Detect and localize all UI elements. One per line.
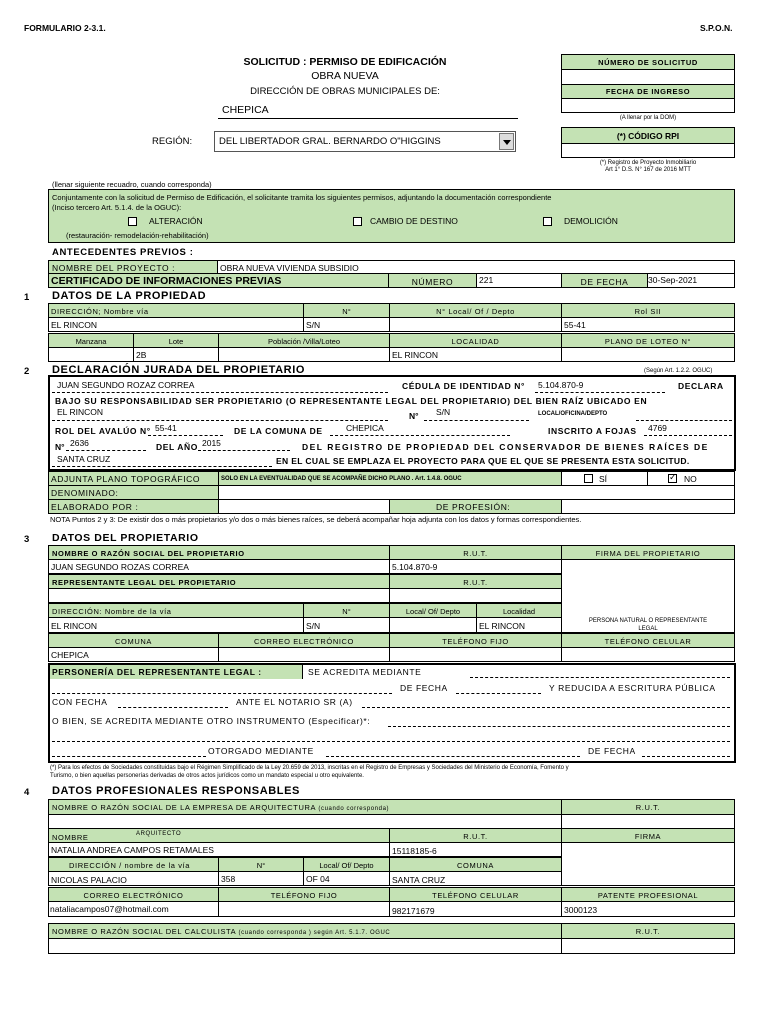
cip-fecha-field[interactable]: 30-Sep-2021	[647, 273, 735, 288]
s1-h-rol: Rol SII	[561, 303, 735, 318]
restauracion-label: (restauración- remodelación-rehabilitación)	[66, 231, 209, 240]
s2-comuna-value: CHEPICA	[346, 423, 384, 433]
numero-solicitud-field[interactable]	[561, 69, 735, 85]
s3-h-firma: FIRMA DEL PROPIETARIO	[561, 545, 735, 560]
section-3-title: DATOS DEL PROPIETARIO	[52, 532, 199, 544]
codigo-rpi-header: (*) CÓDIGO RPI	[561, 127, 735, 144]
nota-puntos: NOTA Puntos 2 y 3: De existir dos o más propietarios y/o dos o más bienes raíces, se deberá acompañar hoja adjunta con los datos y formas correspondientes.	[50, 515, 582, 524]
section-4-title: DATOS PROFESIONALES RESPONSABLES	[52, 785, 300, 797]
s1-localidad[interactable]: EL RINCON	[389, 347, 562, 362]
s2-owner: JUAN SEGUNDO ROZAZ CORREA	[57, 380, 195, 390]
s2-conservador: SANTA CRUZ	[57, 454, 111, 464]
s2-street: EL RINCON	[57, 407, 103, 417]
s3-h-nombre: NOMBRE O RAZÓN SOCIAL DEL PROPIETARIO	[48, 545, 390, 560]
s4-h-correo: CORREO ELECTRÓNICO	[48, 887, 219, 902]
s1-direccion[interactable]: EL RINCON	[48, 317, 304, 332]
s1-plano[interactable]	[561, 347, 735, 362]
s4-h-nombre: NOMBRE ARQUITECTO	[48, 828, 390, 843]
s3-h-correo: CORREO ELECTRÓNICO	[218, 633, 390, 648]
section-2-title: DECLARACIÓN JURADA DEL PROPIETARIO	[52, 364, 306, 376]
s1-h-localidad: LOCALIDAD	[389, 333, 562, 348]
s4-h-rut: R.U.T.	[561, 799, 735, 815]
alteracion-checkbox[interactable]	[128, 217, 137, 226]
s4-fijo[interactable]	[218, 901, 390, 917]
cambio-destino-label: CAMBIO DE DESTINO	[370, 216, 458, 226]
s1-h-poblacion: Población /Villa/Loteo	[218, 333, 390, 348]
dom-label: DIRECCIÓN DE OBRAS MUNICIPALES DE:	[250, 86, 440, 97]
numero-solicitud-header: NÚMERO DE SOLICITUD	[561, 54, 735, 70]
s4-h-patente: PATENTE PROFESIONAL	[561, 887, 735, 902]
s3-h-rep-rut: R.U.T.	[389, 574, 562, 589]
footnote-1: (*) Para los efectos de Sociedades constituidas bajo el Régimen Simplificado de la Ley 20.659 de 2013, inscritas en el Registro de Empresas y Sociedades del Ministerio de Economía, Fomento y	[50, 765, 569, 771]
s4-correo[interactable]: nataliacampos07@hotmail.com	[48, 901, 219, 917]
s2-n-value: S/N	[436, 407, 451, 417]
s1-h-lote: Lote	[133, 333, 219, 348]
codigo-rpi-field[interactable]	[561, 143, 735, 158]
s2-line2: BAJO SU RESPONSABILIDAD SER PROPIETARIO (O REPRESENTANTE LEGAL DEL PROPIETARIO) DEL BIEN RAÍZ UBICADO EN	[55, 396, 648, 406]
con-fecha-label: CON FECHA	[52, 697, 108, 707]
s4-nombre[interactable]: NATALIA ANDREA CAMPOS RETAMALES	[48, 842, 390, 857]
s4-h-comuna: COMUNA	[389, 857, 562, 872]
s3-nombre[interactable]: JUAN SEGUNDO ROZAS CORREA	[48, 559, 390, 574]
denominado-label: DENOMINADO:	[48, 485, 219, 500]
s3-localidad[interactable]: EL RINCON	[476, 617, 562, 633]
profesion-field[interactable]	[561, 499, 735, 514]
s4-cel[interactable]: 982171679	[389, 901, 562, 917]
plano-label: ADJUNTA PLANO TOPOGRÁFICO	[48, 471, 219, 486]
s4-calculista[interactable]	[48, 938, 562, 954]
rpi-note: (*) Registro de Proyecto Inmobiliario	[599, 160, 697, 166]
s2-local-label: LOCAL/OFICINA/DEPTO	[538, 411, 608, 417]
s1-h-local: N° Local/ Of / Depto	[389, 303, 562, 318]
s4-firma-field[interactable]	[561, 842, 735, 886]
s4-rut[interactable]: 15118185-6	[389, 842, 562, 857]
s2-comuna-label: DE LA COMUNA DE	[234, 426, 323, 436]
cip-label: CERTIFICADO DE INFORMACIONES PREVIAS	[48, 273, 389, 288]
s4-h-fijo: TELÉFONO FIJO	[218, 887, 390, 902]
s2-fojas-label: INSCRITO A FOJAS	[548, 426, 637, 436]
cip-fecha-label: DE FECHA	[561, 273, 648, 288]
s3-h-dir: DIRECCIÓN: Nombre de la vía	[48, 603, 304, 618]
form-subtitle: OBRA NUEVA	[311, 70, 379, 82]
permits-text-2: (Inciso tercero Art. 5.1.4. de la OGUC):	[52, 203, 182, 212]
denominado-field[interactable]	[218, 485, 735, 500]
plano-no-label: NO	[684, 474, 697, 484]
s3-firma-field[interactable]	[561, 559, 735, 633]
permits-box	[48, 189, 735, 243]
s4-h-calc-rut: R.U.T.	[561, 923, 735, 939]
s4-h-local: Local/ Of/ Depto	[303, 857, 390, 872]
s2-n2-value: 2636	[70, 438, 89, 448]
plano-si-cell	[561, 471, 648, 486]
s4-comuna[interactable]: SANTA CRUZ	[389, 871, 562, 886]
s2-registro: DEL REGISTRO DE PROPIEDAD DEL CONSERVADOR DE BIENES RAÍCES DE	[302, 442, 709, 452]
s3-rep-rut[interactable]	[389, 588, 562, 603]
nombre-proyecto-label: NOMBRE DEL PROYECTO :	[48, 260, 218, 274]
acredita-label: SE ACREDITA MEDIANTE	[308, 667, 422, 677]
s4-dir[interactable]: NICOLAS PALACIO	[48, 871, 219, 886]
elaborado-label: ELABORADO POR :	[48, 499, 219, 514]
s4-calc-rut[interactable]	[561, 938, 735, 954]
s1-n[interactable]: S/N	[303, 317, 390, 332]
section-4-number: 4	[24, 787, 30, 798]
s4-h-calculista: NOMBRE O RAZÓN SOCIAL DEL CALCULISTA (cuando corresponda ) según Art. 5.1.7. OGUC	[48, 923, 562, 939]
region-value: DEL LIBERTADOR GRAL. BERNARDO O"HIGGINS	[219, 136, 441, 147]
firma-note: PERSONA NATURAL O REPRESENTANTE	[588, 618, 708, 624]
form-title: SOLICITUD : PERMISO DE EDIFICACIÓN	[243, 56, 447, 68]
s2-rol-value: 55-41	[155, 423, 177, 433]
footnote-2: Turismo, o bien aquellas personerías derivadas de otros actos jurídicos como un mandato especial u otro equivalente.	[50, 773, 364, 779]
plano-si-checkbox[interactable]	[584, 474, 593, 483]
fecha-ingreso-header: FECHA DE INGRESO	[561, 84, 735, 99]
s4-h-n: N°	[218, 857, 304, 872]
s2-n2-label: N°	[55, 442, 65, 452]
s4-local[interactable]: OF 04	[303, 871, 390, 886]
s4-h-firma: FIRMA	[561, 828, 735, 843]
profesion-label: DE PROFESIÓN:	[389, 499, 562, 514]
section-1-number: 1	[24, 292, 30, 303]
s4-patente[interactable]: 3000123	[561, 901, 735, 917]
s4-empresa[interactable]	[48, 814, 562, 829]
cip-numero-field[interactable]: 221	[476, 273, 562, 288]
s3-h-comuna: COMUNA	[48, 633, 219, 648]
cip-numero-label: NÚMERO	[388, 273, 477, 288]
demolicion-checkbox[interactable]	[543, 217, 552, 226]
s1-manzana[interactable]	[48, 347, 134, 362]
s2-emplaza: EN EL CUAL SE EMPLAZA EL PROYECTO PARA QUE EL QUE SE PRESENTA ESTA SOLICITUD.	[276, 456, 690, 466]
s3-local[interactable]	[389, 617, 477, 633]
s1-h-direccion: DIRECCIÓN; Nombre vía	[48, 303, 304, 318]
s2-ref: (Según Art. 1.2.2. OGUC)	[644, 368, 713, 374]
rpi-note-2: Art 1° D.S. N° 167 de 2016 MTT	[605, 167, 691, 173]
s4-h-rut2: R.U.T.	[389, 828, 562, 843]
s1-rol[interactable]: 55-41	[561, 317, 735, 332]
s2-rol-label: ROL DEL AVALÚO N°	[55, 426, 151, 436]
s2-n-label: N°	[409, 411, 419, 421]
s1-local[interactable]	[389, 317, 562, 332]
s3-h-n: N°	[303, 603, 390, 618]
nombre-proyecto-field[interactable]: OBRA NUEVA VIVIENDA SUBSIDIO	[217, 260, 735, 274]
s1-h-manzana: Manzana	[48, 333, 134, 348]
s3-h-fijo: TELÉFONO FIJO	[389, 633, 562, 648]
s4-h-dir: DIRECCIÓN / nombre de la vía	[48, 857, 219, 872]
s3-celular[interactable]	[561, 647, 735, 662]
de-fecha-label: DE FECHA	[400, 683, 448, 693]
plano-no-checkbox[interactable]	[668, 474, 677, 483]
check-icon: ✓	[669, 472, 677, 482]
demolicion-label: DEMOLICIÓN	[564, 216, 618, 226]
plano-no-cell	[647, 471, 735, 486]
permits-note: (llenar siguiente recuadro, cuando corresponda)	[52, 180, 212, 189]
otro-instrumento-label: O BIEN, SE ACREDITA MEDIANTE OTRO INSTRUMENTO (Especificar)*:	[52, 716, 371, 726]
firma-note-2: LEGAL	[638, 626, 658, 632]
antecedentes-title: ANTECEDENTES PREVIOS :	[52, 247, 194, 258]
s3-rut[interactable]: 5.104.870-9	[389, 559, 562, 574]
dom-note: (A llenar por la DOM)	[619, 115, 677, 121]
s1-h-plano: PLANO DE LOTEO N°	[561, 333, 735, 348]
cambio-destino-checkbox[interactable]	[353, 217, 362, 226]
s2-anio-label: DEL AÑO	[156, 442, 198, 452]
s2-cedula: 5.104.870-9	[538, 380, 584, 390]
s2-fojas-value: 4769	[648, 423, 667, 433]
s4-empresa-rut[interactable]	[561, 814, 735, 829]
plano-si-label: SÍ	[599, 474, 608, 484]
elaborado-field[interactable]	[218, 499, 390, 514]
s1-h-n: N°	[303, 303, 390, 318]
region-select[interactable]	[214, 131, 516, 152]
s3-rep[interactable]	[48, 588, 390, 603]
s3-n[interactable]: S/N	[303, 617, 390, 633]
s3-h-local: Local/ Of/ Depto	[389, 603, 477, 618]
s3-comuna[interactable]: CHEPICA	[48, 647, 219, 662]
s2-cedula-label: CÉDULA DE IDENTIDAD N°	[402, 381, 526, 391]
section-3-number: 3	[24, 534, 30, 545]
s2-anio-value: 2015	[202, 438, 221, 448]
s4-h-empresa: NOMBRE O RAZÓN SOCIAL DE LA EMPRESA DE ARQUITECTURA (cuando corresponda)	[48, 799, 562, 815]
s2-declara: DECLARA	[678, 381, 724, 391]
s3-correo[interactable]	[218, 647, 390, 662]
chevron-down-icon[interactable]	[499, 133, 514, 150]
s3-fijo[interactable]	[389, 647, 562, 662]
spon-label: S.P.O.N.	[700, 23, 733, 33]
s4-h-cel: TELÉFONO CELULAR	[389, 887, 562, 902]
municipality-value: CHEPICA	[222, 104, 269, 116]
personeria-label: PERSONERÍA DEL REPRESENTANTE LEGAL :	[50, 665, 302, 679]
s3-h-celular: TELÉFONO CELULAR	[561, 633, 735, 648]
s3-h-localidad: Localidad	[476, 603, 562, 618]
s3-h-rut: R.U.T.	[389, 545, 562, 560]
section-2-number: 2	[24, 366, 30, 377]
form-code: FORMULARIO 2-3.1.	[24, 23, 106, 33]
region-label: REGIÓN:	[152, 136, 193, 147]
alteracion-label: ALTERACIÓN	[149, 216, 203, 226]
s4-n[interactable]: 358	[218, 871, 304, 886]
permits-text: Conjuntamente con la solicitud de Permiso de Edificación, el solicitante tramita los siguientes permisos, adjuntando la documentación correspondiente	[52, 193, 552, 202]
section-1-title: DATOS DE LA PROPIEDAD	[52, 290, 207, 302]
s3-dir[interactable]: EL RINCON	[48, 617, 304, 633]
notario-label: ANTE EL NOTARIO SR (A)	[236, 697, 353, 707]
fecha-ingreso-field[interactable]	[561, 98, 735, 113]
s1-lote[interactable]: 2B	[133, 347, 219, 362]
arquitecto-label: ARQUITECTO	[136, 831, 182, 837]
plano-note: SOLO EN LA EVENTUALIDAD QUE SE ACOMPAÑE DICHO PLANO . Art. 1.4.8. OGUC	[218, 471, 562, 486]
de-fecha2-label: DE FECHA	[588, 746, 636, 756]
s1-poblacion[interactable]	[218, 347, 390, 362]
otorgado-label: OTORGADO MEDIANTE	[208, 746, 314, 756]
reducida-label: Y REDUCIDA A ESCRITURA PÚBLICA	[549, 683, 716, 693]
s3-h-rep: REPRESENTANTE LEGAL DEL PROPIETARIO	[48, 574, 390, 589]
